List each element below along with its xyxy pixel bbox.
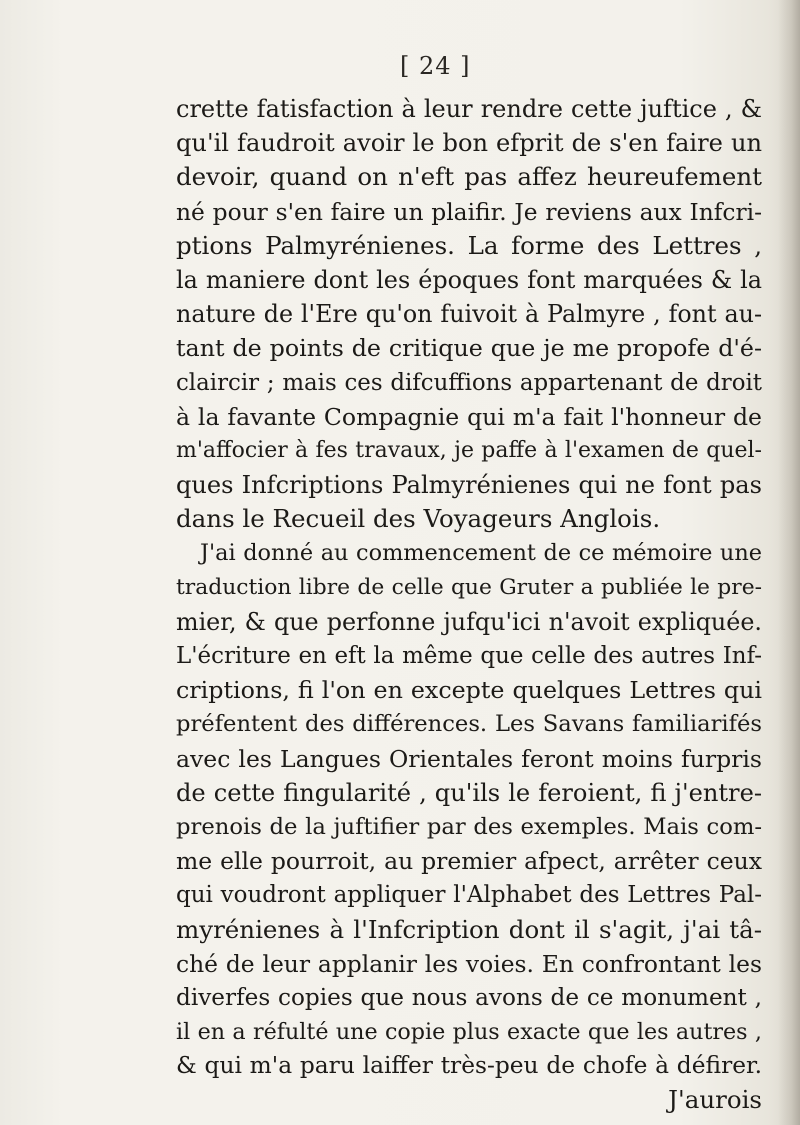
text-line: à la favante Compagnie qui m'a fait l'honneur de — [176, 402, 762, 431]
text-line: claircir ; mais ces difcuffions appartenant de droit — [176, 369, 762, 396]
text-line: & qui m'a paru laiffer très-peu de chofe à défirer. — [176, 1052, 762, 1080]
catchword: J'aurois — [668, 1085, 762, 1115]
text-line: me elle pourroit, au premier afpect, arrêter ceux — [176, 847, 762, 876]
text-line: dans le Recueil des Voyageurs Anglois. — [176, 504, 661, 534]
text-line: avec les Langues Orientales feront moins furpris — [176, 744, 762, 773]
text-line: L'écriture en eft la même que celle des autres Inf- — [176, 643, 762, 669]
text-line: myrénienes à l'Infcription dont il s'agit, j'ai tâ- — [176, 914, 762, 944]
text-line: crette fatisfaction à leur rendre cette juftice , & — [176, 95, 762, 123]
text-line: m'affocier à fes travaux, je paffe à l'examen de quel- — [176, 437, 762, 463]
text-line: prenois de la juftifier par des exemples. Mais com- — [176, 813, 762, 840]
text-line: traduction libre de celle que Gruter a publiée le pre- — [176, 574, 762, 600]
text-line: criptions, fi l'on en excepte quelques Lettres qui — [176, 676, 762, 705]
text-line: la maniere dont les époques font marquées & la — [176, 265, 762, 294]
text-line: préfentent des différences. Les Savans familiarifés — [176, 711, 762, 738]
text-line: il en a réfulté une copie plus exacte que les autres , — [176, 1019, 762, 1046]
text-line: mier, & que perfonne jufqu'ici n'avoit expliquée. — [176, 607, 762, 636]
text-line: qui voudront appliquer l'Alphabet des Lettres Pal- — [176, 882, 762, 909]
text-line: tant de points de critique que je me propofe d'é- — [176, 334, 762, 363]
text-line: né pour s'en faire un plaifir. Je reviens aux Infcri- — [176, 197, 762, 226]
text-line: qu'il faudroit avoir le bon efprit de s'en faire un — [176, 129, 762, 158]
text-line: J'ai donné au commencement de ce mémoire une — [200, 540, 762, 567]
page-number: [ 24 ] — [400, 52, 471, 80]
text-line: ché de leur applanir les voies. En confrontant les — [176, 949, 762, 978]
text-line: diverfes copies que nous avons de ce monument , — [176, 984, 762, 1011]
text-line: nature de l'Ere qu'on fuivoit à Palmyre , font au- — [176, 300, 762, 329]
text-line: ptions Palmyrénienes. La forme des Lettres , — [176, 230, 762, 260]
body-text — [176, 92, 762, 1118]
text-line: ques Infcriptions Palmyrénienes qui ne font pas — [176, 471, 762, 500]
text-line: devoir, quand on n'eft pas affez heureufement — [176, 162, 762, 192]
page-edge-shadow — [778, 0, 800, 1125]
text-line: de cette fingularité , qu'ils le feroient, fi j'entre- — [176, 778, 762, 807]
